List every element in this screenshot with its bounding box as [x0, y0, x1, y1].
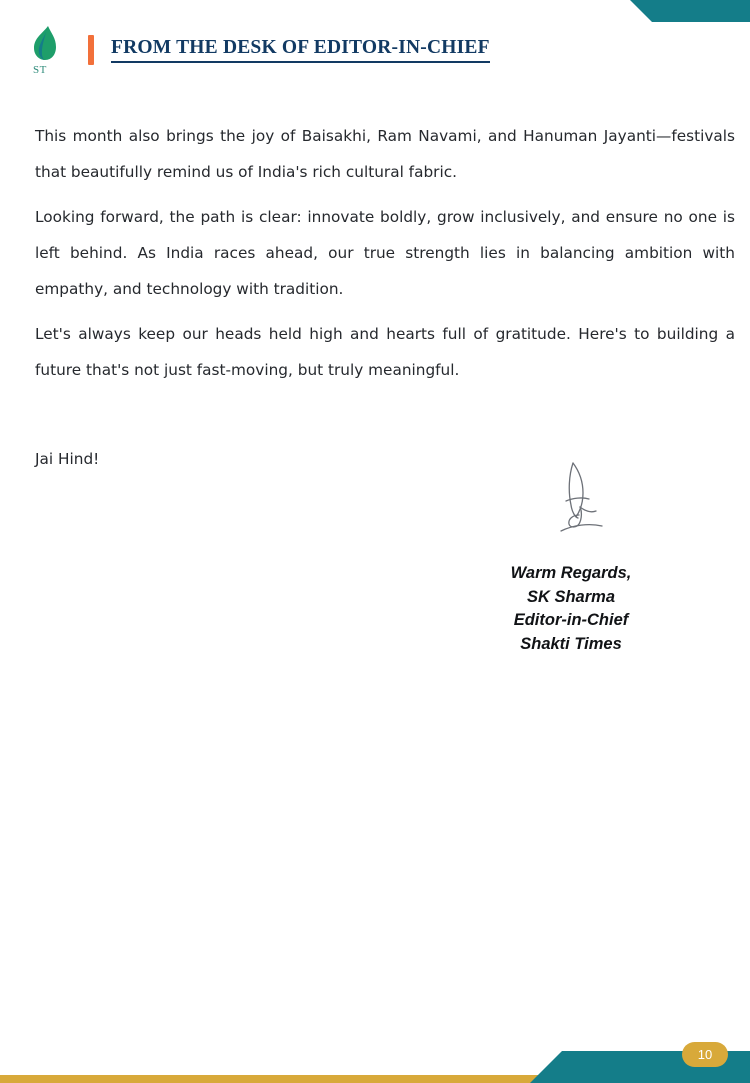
bottom-band-decoration — [0, 1043, 750, 1083]
paragraph: Let's always keep our heads held high and hearts full of gratitude. Here's to building a future that's not just fast-moving, but truly meaningful. — [35, 325, 735, 379]
regards-line: Warm Regards, — [510, 564, 632, 582]
page-number-badge: 10 — [682, 1042, 728, 1067]
top-right-corner-decoration — [630, 0, 750, 22]
closing-line: Jai Hind! — [35, 450, 100, 468]
shakti-times-logo — [22, 24, 64, 76]
header — [18, 22, 732, 78]
signer-publication: Shakti Times — [520, 634, 622, 653]
signer-name: SK Sharma — [526, 587, 616, 606]
signer-designation: Editor-in-Chief — [513, 611, 629, 629]
page-title: FROM THE DESK OF EDITOR-IN-CHIEF — [111, 37, 490, 63]
handwritten-signature — [535, 455, 625, 540]
article-body — [35, 118, 735, 483]
paragraph: Looking forward, the path is clear: innovate boldly, grow inclusively, and ensure no one is left behind. As India races ahead, our true strength lies in balancing ambition with empathy, and technology with tradition. — [35, 208, 735, 298]
signature-text — [430, 562, 730, 656]
signature-block — [430, 455, 730, 656]
orange-accent-bar — [88, 35, 94, 65]
paragraph: This month also brings the joy of Baisakhi, Ram Navami, and Hanuman Jayanti—festivals that beautifully remind us of India's rich cultural fabric. — [35, 127, 735, 181]
logo-text: ST — [33, 64, 47, 76]
